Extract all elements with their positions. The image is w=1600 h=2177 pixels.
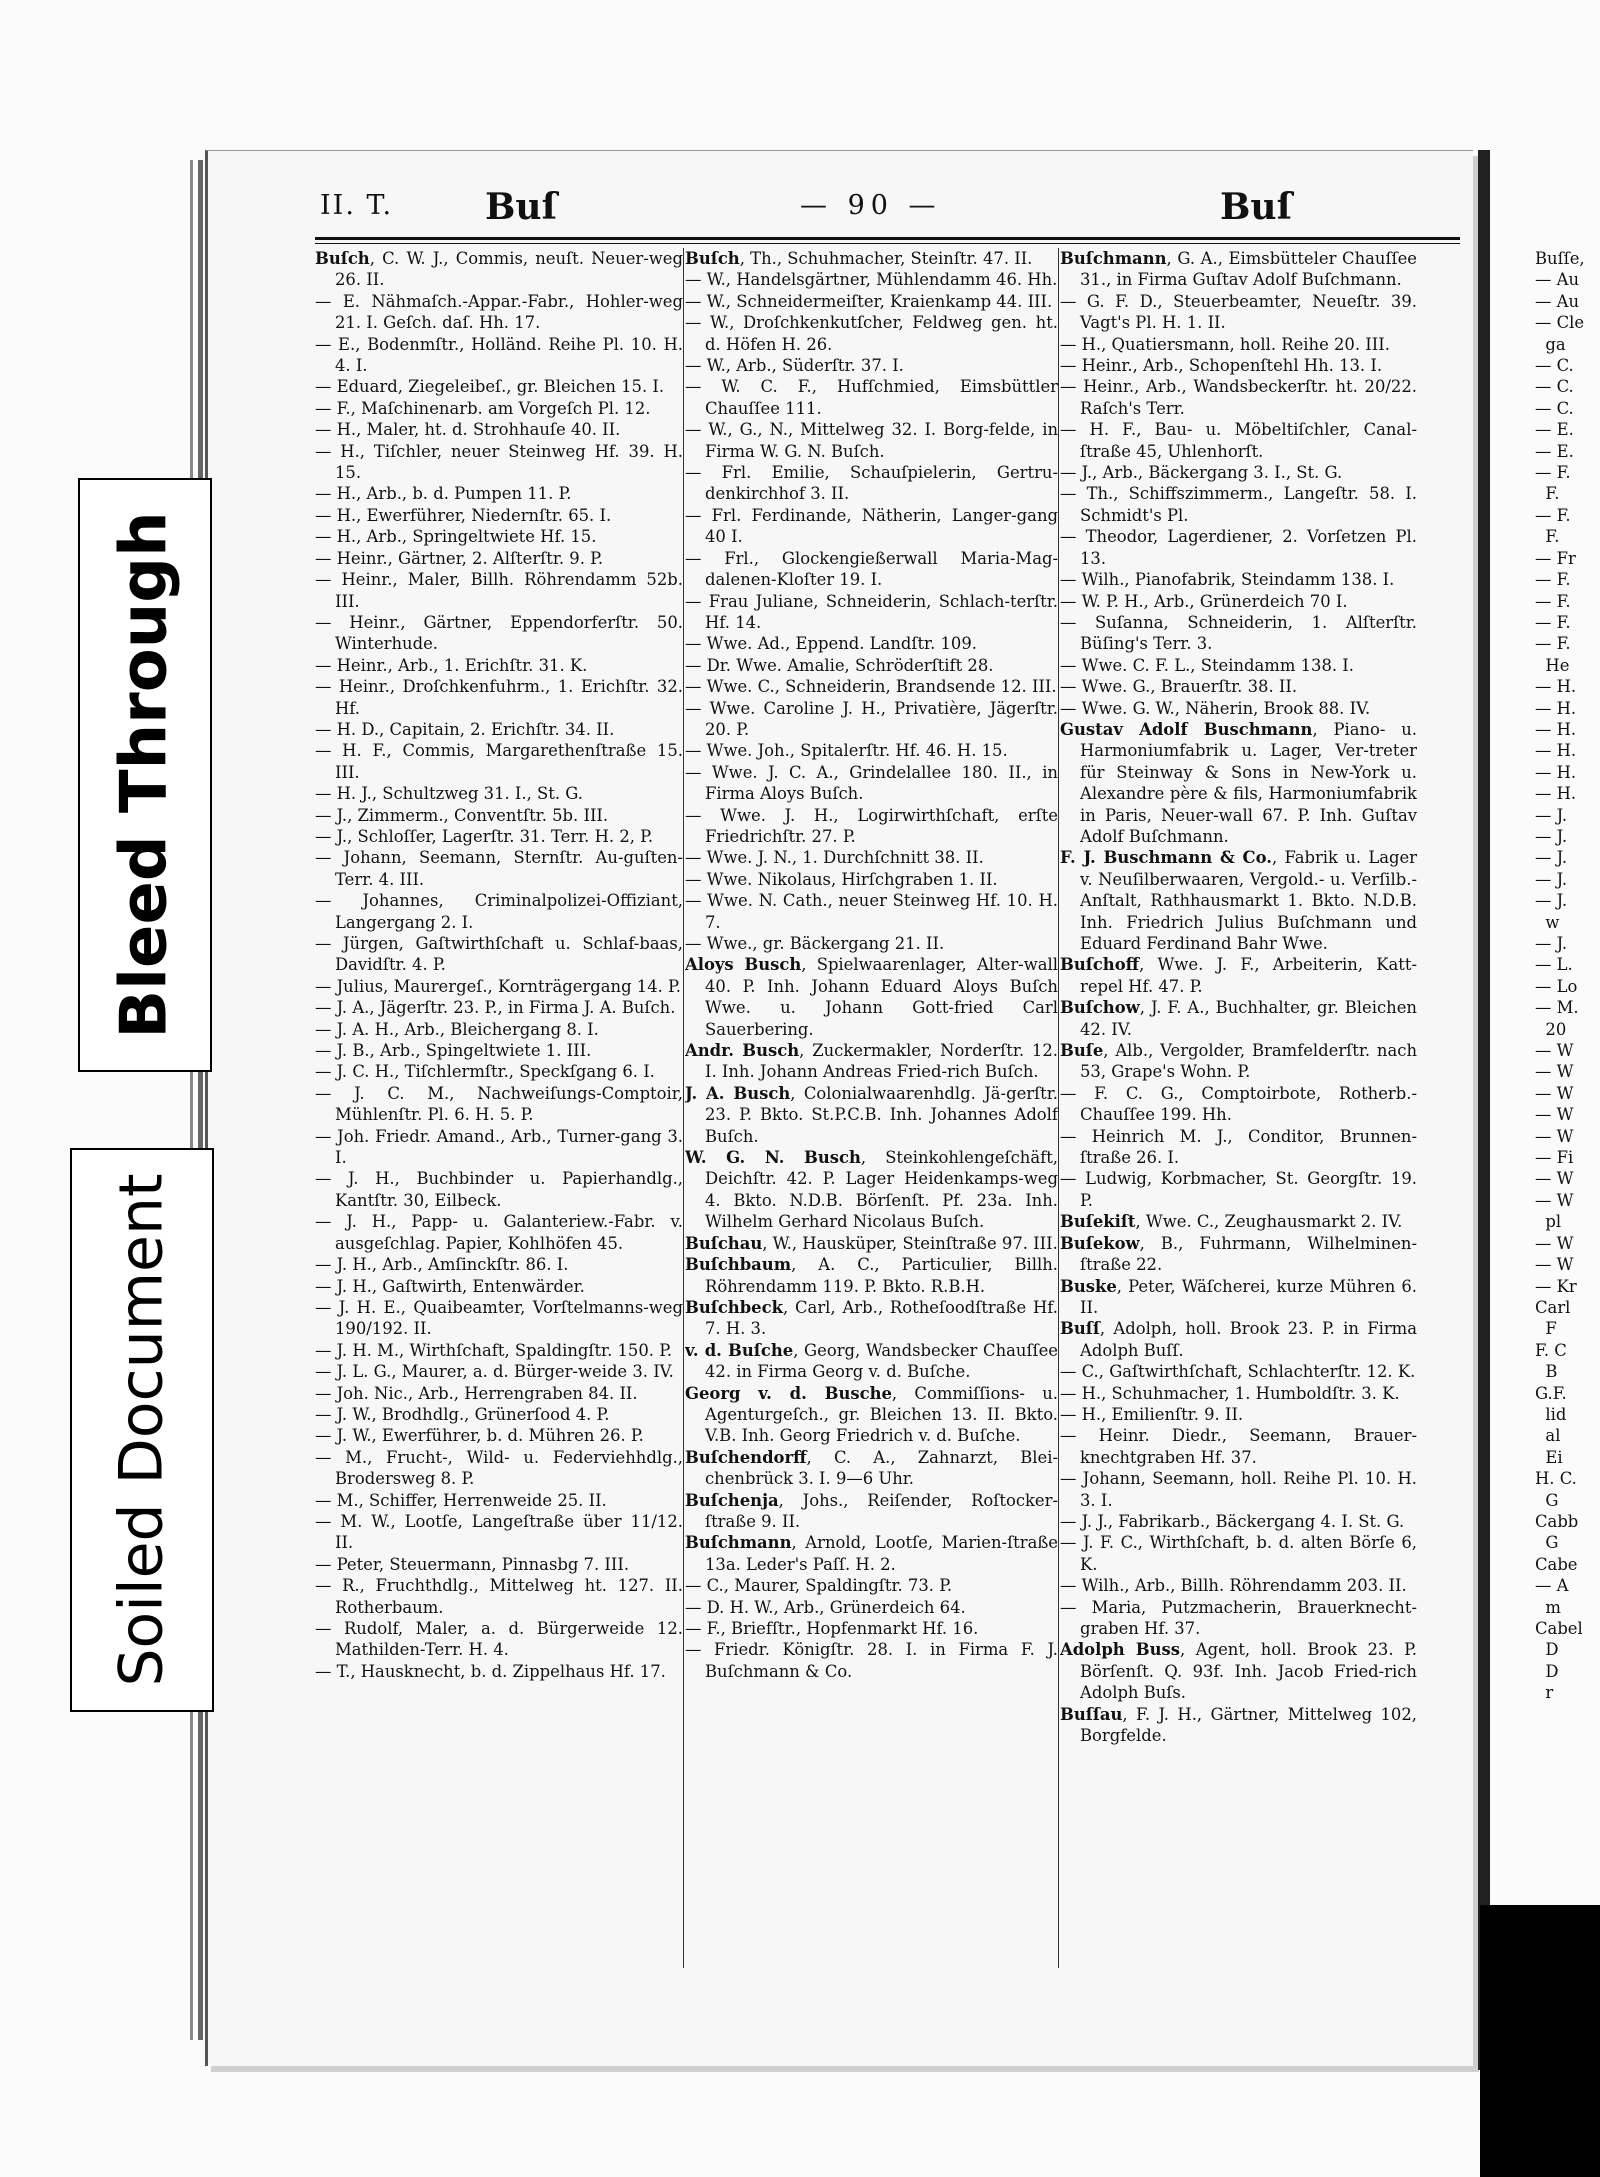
directory-entry: — H., Schuhmacher, 1. Humboldſtr. 3. K. bbox=[1060, 1383, 1400, 1403]
directory-entry: — J. C. M., Nachweiſungs-Comptoir, Mühlenſtr. Pl. 6. H. 5. P. bbox=[315, 1083, 683, 1125]
directory-entry: — Wwe. G. W., Näherin, Brook 88. IV. bbox=[1060, 698, 1371, 718]
header-left-word: Buſ bbox=[485, 186, 558, 228]
fragment-line: G bbox=[1535, 1533, 1559, 1553]
fragment-line: — F. bbox=[1535, 634, 1571, 654]
fragment-line: G bbox=[1535, 1490, 1559, 1510]
directory-entry: — Eduard, Ziegeleibeſ., gr. Bleichen 15. I. bbox=[315, 377, 665, 397]
directory-entry: — F., Maſchinenarb. am Vorgeſch Pl. 12. bbox=[315, 398, 651, 418]
directory-entry: — Wwe. J. C. A., Grindelallee 180. II., in Firma Aloys Buſch. bbox=[685, 762, 1058, 804]
fragment-line: — E. bbox=[1535, 420, 1574, 440]
directory-entry: Buſch, C. W. J., Commis, neuſt. Neuer-weg 26. II. bbox=[315, 249, 683, 290]
fragment-line: — Kr bbox=[1535, 1276, 1577, 1296]
fragment-line: D bbox=[1535, 1661, 1559, 1681]
directory-entry: — M., Schiffer, Herrenweide 25. II. bbox=[315, 1490, 607, 1510]
directory-entry: — Heinrich M. J., Conditor, Brunnen-ſtraße 26. I. bbox=[1060, 1126, 1417, 1168]
directory-entry: — H. J., Schultzweg 31. I., St. G. bbox=[315, 784, 583, 804]
directory-entry: — W. P. H., Arb., Grünerdeich 70 I. bbox=[1060, 591, 1348, 611]
directory-entry: Gustav Adolf Buschmann, Piano- u. Harmoniumfabrik u. Lager, Ver-treter für Steinway & Sons in New-York u. Alexandre père & fils, Harmoniumfabrik in Paris, Neuer-wall 67. P. Inh. Guſtav Adolf Buſchmann. bbox=[1060, 719, 1417, 846]
fragment-line: lid bbox=[1535, 1404, 1567, 1424]
fragment-line: — W bbox=[1535, 1255, 1574, 1275]
directory-entry: Buſchmann, G. A., Eimsbütteler Chauſſee 31., in Firma Guſtav Adolf Buſchmann. bbox=[1060, 249, 1417, 290]
directory-entry: — H., Maler, ht. d. Strohhauſe 40. II. bbox=[315, 420, 621, 440]
directory-entry: — Heinr. Diedr., Seemann, Brauer-knechtgraben Hf. 37. bbox=[1060, 1426, 1417, 1467]
fragment-line: — W bbox=[1535, 1041, 1574, 1061]
fragment-line: B bbox=[1535, 1362, 1558, 1382]
directory-entry: W. G. N. Busch, Steinkohlengeſchäft, Deichſtr. 42. P. Lager Heidenkamps-weg 4. Bkto. N.D.B. Börſenſt. Pf. 23a. Inh. Wilhelm Gerhard Nicolaus Buſch. bbox=[685, 1148, 1058, 1232]
fragment-line: — J. bbox=[1535, 869, 1568, 889]
directory-entry: — E. Nähmaſch.-Appar.-Fabr., Hohler-weg 21. I. Geſch. daſ. Hh. 17. bbox=[315, 291, 683, 333]
directory-entry: — J. W., Brodhdlg., Grünerſood 4. P. bbox=[315, 1404, 610, 1424]
fragment-line: F. bbox=[1535, 527, 1560, 547]
directory-entry: — D. H. W., Arb., Grünerdeich 64. bbox=[685, 1597, 966, 1617]
fragment-line: — E. bbox=[1535, 441, 1574, 461]
fragment-line: — Au bbox=[1535, 270, 1579, 290]
fragment-line: — C. bbox=[1535, 398, 1574, 418]
directory-entry: Buſſ, Adolph, holl. Brook 23. P. in Firma Adolph Buſſ. bbox=[1060, 1319, 1417, 1360]
directory-entry: Buſchau, W., Hausküper, Steinſtraße 97. III. bbox=[685, 1233, 1058, 1253]
directory-entry: — W., G., N., Mittelweg 32. I. Borg-felde, in Firma W. G. N. Buſch. bbox=[685, 420, 1058, 461]
directory-entry: — W., Schneidermeiſter, Kraienkamp 44. III. bbox=[685, 291, 1053, 311]
fragment-line: — W bbox=[1535, 1169, 1574, 1189]
directory-entry: Aloys Busch, Spielwaarenlager, Alter-wall 40. P. Inh. Johann Eduard Aloys Buſch Wwe. u. Johann Gott-fried Carl Sauerbering. bbox=[685, 955, 1058, 1039]
fragment-line: — A bbox=[1535, 1576, 1569, 1596]
directory-entry: — J. B., Arb., Spingeltwiete 1. III. bbox=[315, 1041, 592, 1061]
fragment-line: — J. bbox=[1535, 934, 1568, 953]
directory-entry: Georg v. d. Busche, Commiſſions- u. Agenturgeſch., gr. Bleichen 13. II. Bkto. V.B. Inh. Georg Friedrich v. d. Buſche. bbox=[685, 1383, 1058, 1446]
directory-entry: — J. A., Jägerſtr. 23. P., in Firma J. A. Buſch. bbox=[315, 998, 676, 1018]
fragment-line: — F. bbox=[1535, 570, 1571, 590]
directory-entry: — H., Quatiersmann, holl. Reihe 20. III. bbox=[1060, 334, 1390, 354]
fragment-line: ga bbox=[1535, 334, 1566, 354]
directory-entry: — Wwe. N. Cath., neuer Steinweg Hf. 10. H. 7. bbox=[685, 891, 1058, 932]
fragment-line: — C. bbox=[1535, 356, 1574, 376]
fragment-line: Cabe bbox=[1535, 1554, 1578, 1574]
directory-entry: — Maria, Putzmacherin, Brauerknecht-graben Hf. 37. bbox=[1060, 1597, 1417, 1638]
directory-entry: — Heinr., Maler, Billh. Röhrendamm 52b. III. bbox=[315, 570, 683, 611]
directory-entry: — Wwe. Ad., Eppend. Landſtr. 109. bbox=[685, 634, 977, 654]
directory-entry: — M., Frucht-, Wild- u. Federviehhdlg., Brodersweg 8. P. bbox=[315, 1447, 683, 1489]
directory-entry: — C., Gaſtwirthſchaft, Schlachterſtr. 12. K. bbox=[1060, 1362, 1416, 1382]
directory-entry: — C., Maurer, Spaldingſtr. 73. P. bbox=[685, 1576, 953, 1596]
directory-entry: — J. H. M., Wirthſchaft, Spaldingſtr. 150. P. bbox=[315, 1340, 673, 1360]
directory-entry: J. A. Busch, Colonialwaarenhdlg. Jä-gerſtr. 23. P. Bkto. St.P.C.B. Inh. Johannes Adolf Buſch. bbox=[685, 1083, 1058, 1146]
directory-entry: — Rudolf, Maler, a. d. Bürgerweide 12. Mathilden-Terr. H. 4. bbox=[315, 1619, 683, 1660]
directory-entry: — F. C. G., Comptoirbote, Rotherb.-Chauſſee 199. Hh. bbox=[1060, 1083, 1417, 1125]
directory-entry: — Julius, Maurergeſ., Kornträgergang 14. P. bbox=[315, 976, 681, 996]
directory-entry: — J., Arb., Bäckergang 3. I., St. G. bbox=[1060, 463, 1343, 483]
directory-entry: — Wwe. J. N., 1. Durchſchnitt 38. II. bbox=[685, 848, 984, 868]
directory-entry: — H. F., Bau- u. Möbeltiſchler, Canal-ſtraße 45, Uhlenhorſt. bbox=[1060, 420, 1417, 461]
directory-entry: — Wwe. Nikolaus, Hirſchgraben 1. II. bbox=[685, 869, 998, 889]
directory-entry: — Heinr., Arb., Wandsbeckerſtr. ht. 20/22. Raſch's Terr. bbox=[1060, 377, 1417, 418]
fragment-line: F bbox=[1535, 1319, 1557, 1339]
directory-entry: Adolph Buss, Agent, holl. Brook 23. P. Börſenſt. Q. 93f. Inh. Jacob Fried-rich Adolph Buſs. bbox=[1060, 1640, 1417, 1703]
directory-entry: — Johannes, Criminalpolizei-Offiziant, Langergang 2. I. bbox=[315, 891, 683, 932]
fragment-line: Carl bbox=[1535, 1297, 1571, 1317]
fragment-line: — L. bbox=[1535, 955, 1573, 975]
fragment-line: — H. bbox=[1535, 762, 1577, 782]
header-left: II. T. bbox=[320, 190, 394, 221]
fragment-line: m bbox=[1535, 1597, 1561, 1617]
directory-entry: Buſchoff, Wwe. J. F., Arbeiterin, Katt-repel Hf. 47. P. bbox=[1060, 955, 1417, 996]
directory-entry: — H. F., Commis, Margarethenſtraße 15. III. bbox=[315, 741, 683, 782]
fragment-line: — Lo bbox=[1535, 976, 1578, 996]
directory-entry: — W., Arb., Süderſtr. 37. I. bbox=[685, 356, 904, 376]
fragment-line: r bbox=[1535, 1683, 1554, 1703]
directory-entry: — Wwe. G., Brauerſtr. 38. II. bbox=[1060, 677, 1298, 697]
directory-entry: Buſchow, J. F. A., Buchhalter, gr. Bleichen 42. IV. bbox=[1060, 998, 1417, 1039]
fragment-line: — Au bbox=[1535, 291, 1579, 311]
directory-entry: — W. C. F., Hufſchmied, Eimsbüttler Chauſſee 111. bbox=[685, 377, 1058, 418]
directory-entry: — Heinr., Arb., 1. Erichſtr. 31. K. bbox=[315, 655, 588, 675]
header-right-word: Buſ bbox=[1220, 186, 1293, 228]
soiled-document-label bbox=[70, 1148, 214, 1712]
directory-entry: — Ludwig, Korbmacher, St. Georgſtr. 19. P. bbox=[1060, 1169, 1417, 1210]
directory-entry: — Heinr., Gärtner, Eppendorferſtr. 50. Winterhude. bbox=[315, 612, 683, 654]
fragment-line: H. C. bbox=[1535, 1469, 1577, 1489]
book-binding bbox=[1478, 150, 1490, 2070]
directory-entry: v. d. Buſche, Georg, Wandsbecker Chauſſee 42. in Firma Georg v. d. Buſche. bbox=[685, 1340, 1058, 1382]
fragment-line: G.F. bbox=[1535, 1383, 1567, 1403]
directory-entry: — Wwe. C. F. L., Steindamm 138. I. bbox=[1060, 655, 1354, 675]
fragment-line: — W bbox=[1535, 1190, 1574, 1210]
next-page-fragment bbox=[1535, 248, 1600, 2048]
directory-entry: — J. H., Buchbinder u. Papierhandlg., Kantſtr. 30, Eilbeck. bbox=[315, 1169, 683, 1210]
fragment-line: — W bbox=[1535, 1062, 1574, 1082]
directory-entry: — Theodor, Lagerdiener, 2. Vorſetzen Pl. 13. bbox=[1060, 527, 1417, 568]
column-1 bbox=[315, 248, 683, 1998]
directory-entry: — H., Tiſchler, neuer Steinweg Hf. 39. H. 15. bbox=[315, 441, 683, 483]
column-divider-2 bbox=[1058, 248, 1059, 1968]
dark-corner bbox=[1480, 1905, 1600, 2177]
fragment-line: — W bbox=[1535, 1105, 1574, 1125]
directory-entry: — E., Bodenmſtr., Holländ. Reihe Pl. 10. H. 4. I. bbox=[315, 334, 683, 376]
fragment-line: He bbox=[1535, 655, 1570, 675]
directory-entry: — Dr. Wwe. Amalie, Schröderſtift 28. bbox=[685, 655, 994, 675]
directory-entry: — J. F. C., Wirthſchaft, b. d. alten Börſe 6, K. bbox=[1060, 1533, 1417, 1574]
directory-entry: — J. H., Gaſtwirth, Entenwärder. bbox=[315, 1276, 585, 1296]
directory-entry: — H., Arb., Springeltwiete Hf. 15. bbox=[315, 527, 597, 547]
directory-entry: — Peter, Steuermann, Pinnasbg 7. III. bbox=[315, 1554, 630, 1574]
fragment-line: Cabb bbox=[1535, 1511, 1579, 1531]
fragment-line: F. bbox=[1535, 484, 1560, 504]
directory-entry: Buſchbaum, A. C., Particulier, Billh. Röhrendamm 119. P. Bkto. R.B.H. bbox=[685, 1255, 1058, 1296]
fragment-line: Buſſe, bbox=[1535, 249, 1585, 268]
directory-entry: — H., Ewerführer, Niedernſtr. 65. I. bbox=[315, 505, 612, 525]
directory-entry: — Wwe. J. H., Logirwirthſchaft, erſte Friedrichſtr. 27. P. bbox=[685, 805, 1058, 846]
page-edge-2 bbox=[190, 160, 193, 2040]
fragment-line: F. C bbox=[1535, 1340, 1567, 1360]
fragment-line: — H. bbox=[1535, 698, 1577, 718]
directory-entry: — Jürgen, Gaſtwirthſchaft u. Schlaf-baas, Davidſtr. 4. P. bbox=[315, 934, 683, 975]
directory-entry: — Frl. Emilie, Schauſpielerin, Gertru-denkirchhof 3. II. bbox=[685, 463, 1058, 504]
directory-entry: — Joh. Friedr. Amand., Arb., Turner-gang 3. I. bbox=[315, 1126, 683, 1168]
directory-entry: — J. H., Arb., Amſinckſtr. 86. I. bbox=[315, 1255, 569, 1275]
fragment-line: — J. bbox=[1535, 848, 1568, 868]
fragment-line: Cabel bbox=[1535, 1619, 1583, 1638]
directory-entry: — H., Emilienſtr. 9. II. bbox=[1060, 1404, 1244, 1424]
directory-entry: — W., Handelsgärtner, Mühlendamm 46. Hh. bbox=[685, 270, 1058, 290]
directory-entry: — Suſanna, Schneiderin, 1. Alſterſtr. Büſing's Terr. 3. bbox=[1060, 612, 1417, 654]
fragment-line: Ei bbox=[1535, 1447, 1563, 1467]
directory-entry: — Wilh., Arb., Billh. Röhrendamm 203. II. bbox=[1060, 1576, 1407, 1596]
fragment-line: — J. bbox=[1535, 826, 1568, 846]
fragment-line: — H. bbox=[1535, 719, 1577, 739]
directory-entry: — J. L. G., Maurer, a. d. Bürger-weide 3. IV. bbox=[315, 1362, 674, 1382]
directory-entry: — Heinr., Droſchkenfuhrm., 1. Erichſtr. 32. Hf. bbox=[315, 677, 683, 718]
directory-entry: — Heinr., Gärtner, 2. Alſterſtr. 9. P. bbox=[315, 548, 604, 568]
directory-entry: — W., Droſchkenkutſcher, Feldweg gen. ht. d. Höfen H. 26. bbox=[685, 313, 1058, 354]
directory-entry: — F., Briefſtr., Hopfenmarkt Hf. 16. bbox=[685, 1619, 979, 1638]
fragment-line: — F. bbox=[1535, 591, 1571, 611]
page-header bbox=[320, 186, 1460, 240]
directory-entry: — J. H., Papp- u. Galanteriew.-Fabr. v. ausgeſchlag. Papier, Kohlhöfen 45. bbox=[315, 1212, 683, 1253]
directory-entry: — J., Schloſſer, Lagerſtr. 31. Terr. H. 2, P. bbox=[315, 826, 654, 846]
fragment-line: — C. bbox=[1535, 377, 1574, 397]
bleed-through-text: Bleed Through bbox=[108, 511, 182, 1039]
directory-entry: Buſchmann, Arnold, Lootſe, Marien-ſtraße 13a. Leder's Paſſ. H. 2. bbox=[685, 1533, 1058, 1574]
directory-entry: Buſekow, B., Fuhrmann, Wilhelminen-ſtraße 22. bbox=[1060, 1233, 1417, 1275]
fragment-line: — Fr bbox=[1535, 548, 1576, 568]
column-divider-1 bbox=[683, 248, 684, 1968]
directory-entry: — J. H. E., Quaibeamter, Vorſtelmanns-weg 190/192. II. bbox=[315, 1297, 683, 1339]
soiled-document-text: Soiled Document bbox=[107, 1173, 178, 1687]
fragment-line: — F. bbox=[1535, 463, 1571, 483]
column-2 bbox=[685, 248, 1058, 1998]
directory-entry: Buske, Peter, Wäſcherei, kurze Mühren 6. II. bbox=[1060, 1276, 1417, 1317]
directory-entry: Buſe, Alb., Vergolder, Bramfelderſtr. nach 53, Grape's Wohn. P. bbox=[1060, 1041, 1417, 1082]
directory-entry: — Wwe. C., Schneiderin, Brandsende 12. III. bbox=[685, 677, 1057, 697]
fragment-line: — W bbox=[1535, 1233, 1574, 1253]
fragment-line: — H. bbox=[1535, 741, 1577, 761]
fragment-line: w bbox=[1535, 912, 1560, 932]
fragment-line: — Cle bbox=[1535, 313, 1585, 333]
directory-entry: — J. A. H., Arb., Bleichergang 8. I. bbox=[315, 1019, 599, 1039]
fragment-line: — J. bbox=[1535, 891, 1568, 911]
directory-entry: — Frau Juliane, Schneiderin, Schlach-terſtr. Hf. 14. bbox=[685, 591, 1058, 632]
fragment-line: al bbox=[1535, 1426, 1561, 1446]
directory-entry: Buſch, Th., Schuhmacher, Steinſtr. 47. II. bbox=[685, 249, 1033, 268]
fragment-line: — F. bbox=[1535, 505, 1571, 525]
directory-entry: — Frl. Ferdinande, Nätherin, Langer-gang 40 I. bbox=[685, 505, 1058, 547]
directory-entry: Buſchenja, Johs., Reiſender, Roſtocker-ſtraße 9. II. bbox=[685, 1490, 1058, 1531]
fragment-line: — F. bbox=[1535, 612, 1571, 632]
directory-entry: — R., Fruchthdlg., Mittelweg ht. 127. II. Rotherbaum. bbox=[315, 1576, 683, 1617]
directory-entry: — Th., Schiffszimmerm., Langeſtr. 58. I. Schmidt's Pl. bbox=[1060, 484, 1417, 525]
fragment-line: pl bbox=[1535, 1212, 1562, 1232]
directory-entry: — J., Zimmerm., Conventſtr. 5b. III. bbox=[315, 805, 609, 825]
directory-entry: — Wwe. Joh., Spitalerſtr. Hf. 46. H. 15. bbox=[685, 741, 1008, 761]
directory-entry: — H., Arb., b. d. Pumpen 11. P. bbox=[315, 484, 572, 504]
directory-entry: — J. W., Ewerführer, b. d. Mühren 26. P. bbox=[315, 1426, 644, 1446]
directory-entry: — G. F. D., Steuerbeamter, Neueſtr. 39. Vagt's Pl. H. 1. II. bbox=[1060, 291, 1417, 333]
directory-entry: Buſchbeck, Carl, Arb., Rotheſoodſtraße Hf. 7. H. 3. bbox=[685, 1297, 1058, 1339]
fragment-line: — Fi bbox=[1535, 1148, 1574, 1168]
directory-entry: — M. W., Lootſe, Langeſtraße über 11/12. II. bbox=[315, 1511, 683, 1553]
fragment-line: 20 bbox=[1535, 1019, 1567, 1039]
page-number: — 90 — bbox=[800, 190, 942, 221]
directory-entry: — H. D., Capitain, 2. Erichſtr. 34. II. bbox=[315, 719, 615, 739]
directory-entry: Andr. Busch, Zuckermakler, Norderſtr. 12. I. Inh. Johann Andreas Fried-rich Buſch. bbox=[685, 1041, 1058, 1082]
fragment-line: — J. bbox=[1535, 805, 1568, 825]
directory-entry: — Heinr., Arb., Schopenſtehl Hh. 13. I. bbox=[1060, 356, 1383, 376]
fragment-line: D bbox=[1535, 1640, 1559, 1660]
directory-entry: Buſchendorff, C. A., Zahnarzt, Blei-chenbrück 3. I. 9—6 Uhr. bbox=[685, 1447, 1058, 1489]
directory-entry: Buſekiſt, Wwe. C., Zeughausmarkt 2. IV. bbox=[1060, 1212, 1403, 1232]
directory-entry: Buſſau, F. J. H., Gärtner, Mittelweg 102, Borgfelde. bbox=[1060, 1704, 1417, 1746]
page-edge bbox=[198, 160, 203, 2040]
directory-entry: — Wwe., gr. Bäckergang 21. II. bbox=[685, 934, 945, 953]
directory-entry: — Johann, Seemann, holl. Reihe Pl. 10. H. 3. I. bbox=[1060, 1469, 1417, 1510]
directory-entry: — Johann, Seemann, Sternſtr. Au-guſten-Terr. 4. III. bbox=[315, 848, 683, 889]
header-rule-thin bbox=[315, 243, 1460, 244]
column-3 bbox=[1060, 248, 1417, 1998]
directory-entry: — Friedr. Königſtr. 28. I. in Firma F. J. Buſchmann & Co. bbox=[685, 1640, 1058, 1681]
bleed-through-label bbox=[78, 478, 212, 1072]
header-rule bbox=[315, 237, 1460, 240]
fragment-line: — H. bbox=[1535, 784, 1577, 804]
fragment-line: — H. bbox=[1535, 677, 1577, 697]
directory-entry: — T., Hausknecht, b. d. Zippelhaus Hf. 17. bbox=[315, 1661, 666, 1681]
directory-entry: — Frl., Glockengießerwall Maria-Mag-dalenen-Kloſter 19. I. bbox=[685, 548, 1058, 590]
directory-entry: F. J. Buschmann & Co., Fabrik u. Lager v. Neuſilberwaaren, Vergold.- u. Verſilb.-Anſtalt, Rathhausmarkt 1. Bkto. N.D.B. Inh. Friedrich Julius Buſchmann und Eduard Ferdinand Bahr Wwe. bbox=[1060, 848, 1417, 953]
directory-entry: — Joh. Nic., Arb., Herrengraben 84. II. bbox=[315, 1383, 638, 1403]
directory-entry: — Wwe. Caroline J. H., Privatière, Jägerſtr. 20. P. bbox=[685, 698, 1058, 739]
fragment-line: — W bbox=[1535, 1126, 1574, 1146]
directory-entry: — Wilh., Pianofabrik, Steindamm 138. I. bbox=[1060, 570, 1395, 590]
fragment-line: — W bbox=[1535, 1083, 1574, 1103]
directory-entry: — J. J., Fabrikarb., Bäckergang 4. I. St. G. bbox=[1060, 1511, 1405, 1531]
fragment-line: — M. bbox=[1535, 998, 1579, 1018]
directory-entry: — J. C. H., Tiſchlermſtr., Speckſgang 6. I. bbox=[315, 1062, 655, 1082]
